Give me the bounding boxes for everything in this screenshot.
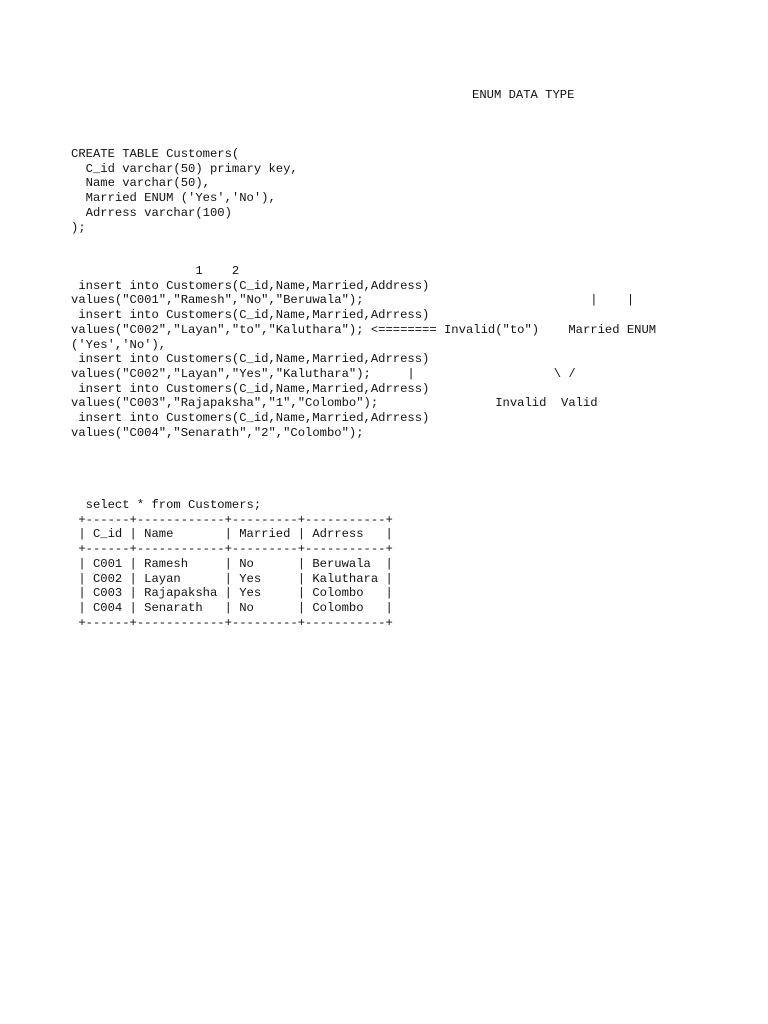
insert-statements-code: 1 2 insert into Customers(C_id,Name,Married,Address) values("C001","Ramesh","No","Beruwala"); | | insert into Customers(C_id,Name,Married,Adrress) values("C002","Layan","to","Kaluthara"); <======== Invalid("to") Married ENUM ('Yes','No'), insert into Customers(C_id,Name,Married,Adrress) values("C002","Layan","Yes","Kaluthara"); | \ / insert into Customers(C_id,Name,Married,Adrress) values("C003","Rajapaksha","1","Colombo"); Invalid Valid insert into Customers(C_id,Name,Married,Adrress) values("C004","Senarath","2","Colombo"); — [71, 264, 657, 440]
select-query-result: select * from Customers; +------+------------+---------+-----------+ | C_id | Name | Married | Adrress | +------+------------+---------+-----------+ | C001 | Ramesh | No | Beruwala | | C002 | Layan | Yes | Kaluthara | | C003 | Rajapaksha | Yes | Colombo | | C004 | Senarath | No | Colombo | +------+------------+---------+-----------+ — [78, 498, 393, 630]
create-table-code: CREATE TABLE Customers( C_id varchar(50) primary key, Name varchar(50), Married ENUM ('Yes','No'), Adrress varchar(100) ); — [71, 147, 298, 235]
page-title: ENUM DATA TYPE — [472, 88, 575, 102]
